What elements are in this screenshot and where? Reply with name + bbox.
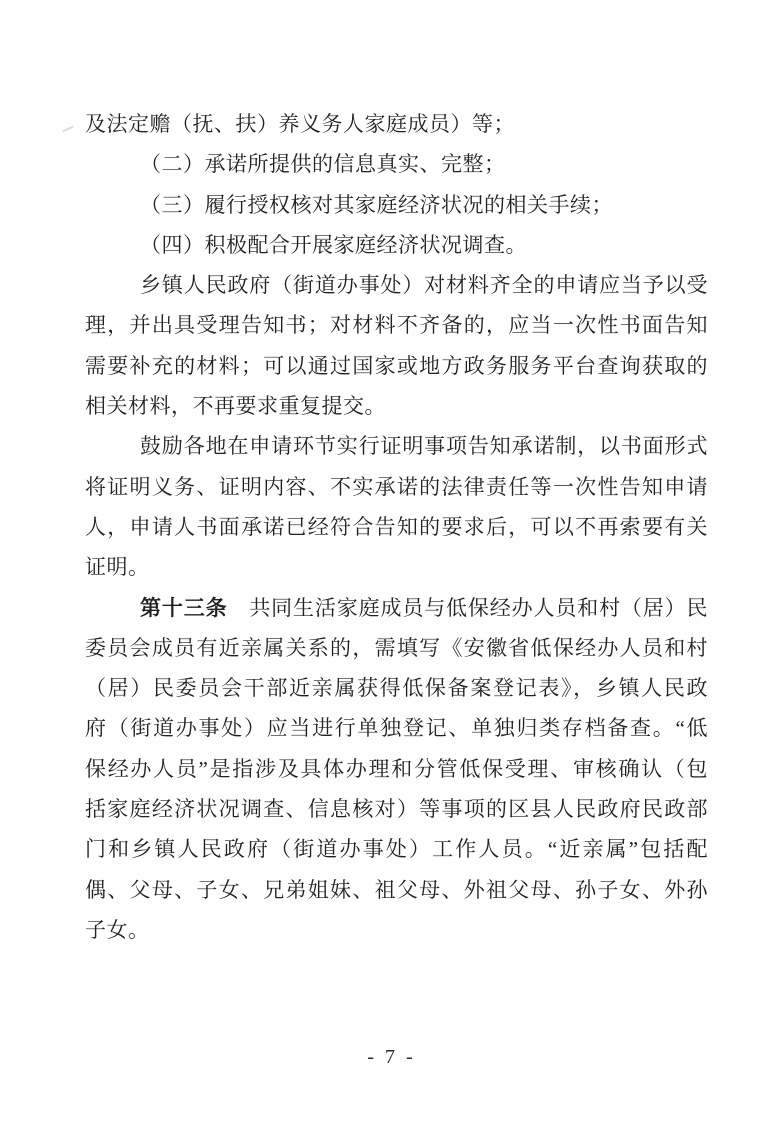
acceptance-paragraph-line: 理，并出具受理告知书；对材料不齐备的，应当一次性书面告知	[85, 313, 708, 338]
article-13-line: （居）民委员会干部近亲属获得低保备案登记表》，乡镇人民政	[85, 676, 708, 701]
article-13-first-line	[85, 588, 708, 628]
acceptance-paragraph-line: 相关材料，不再要求重复提交。	[85, 394, 386, 419]
notification-paragraph-line: 证明。	[85, 555, 150, 580]
acceptance-paragraph-line: 乡镇人民政府（街道办事处）对材料齐全的申请应当予以受	[140, 273, 708, 298]
article-13-line: 门和乡镇人民政府（街道办事处）工作人员。“近亲属”包括配	[85, 837, 708, 862]
notification-paragraph-line: 人，申请人书面承诺已经符合告知的要求后，可以不再索要有关	[85, 514, 708, 539]
list-item-2: （二）承诺所提供的信息真实、完整；	[140, 152, 506, 177]
list-item-4: （四）积极配合开展家庭经济状况调查。	[140, 232, 527, 257]
article-13-line: 委员会成员有近亲属关系的，需填写《安徽省低保经办人员和村	[85, 635, 708, 660]
paragraph-continuation-line: 及法定赡（抚、扶）养义务人家庭成员）等；	[85, 112, 515, 136]
article-13-text: 共同生活家庭成员与低保经办人员和村（居）民	[227, 595, 709, 620]
page-number: - 7 -	[367, 1046, 416, 1068]
article-13-line: 括家庭经济状况调查、信息核对）等事项的区县人民政府民政部	[85, 797, 708, 822]
article-13-line: 偶、父母、子女、兄弟姐妹、祖父母、外祖父母、孙子女、外孙	[85, 877, 708, 902]
article-13-label: 第十三条	[140, 595, 228, 620]
acceptance-paragraph-line: 需要补充的材料；可以通过国家或地方政务服务平台查询获取的	[85, 353, 708, 378]
notification-paragraph-line: 鼓励各地在申请环节实行证明事项告知承诺制，以书面形式	[140, 434, 708, 459]
article-13-line: 保经办人员”是指涉及具体办理和分管低保受理、审核确认（包	[85, 756, 708, 781]
document-body	[85, 104, 708, 950]
notification-paragraph-line: 将证明义务、证明内容、不实承诺的法律责任等一次性告知申请	[85, 474, 708, 499]
article-13-line: 府（街道办事处）应当进行单独登记、单独归类存档备查。“低	[85, 716, 708, 741]
list-item-3: （三）履行授权核对其家庭经济状况的相关手续；	[140, 192, 613, 217]
article-13-line: 子女。	[85, 917, 150, 942]
scan-artifact	[62, 126, 74, 133]
